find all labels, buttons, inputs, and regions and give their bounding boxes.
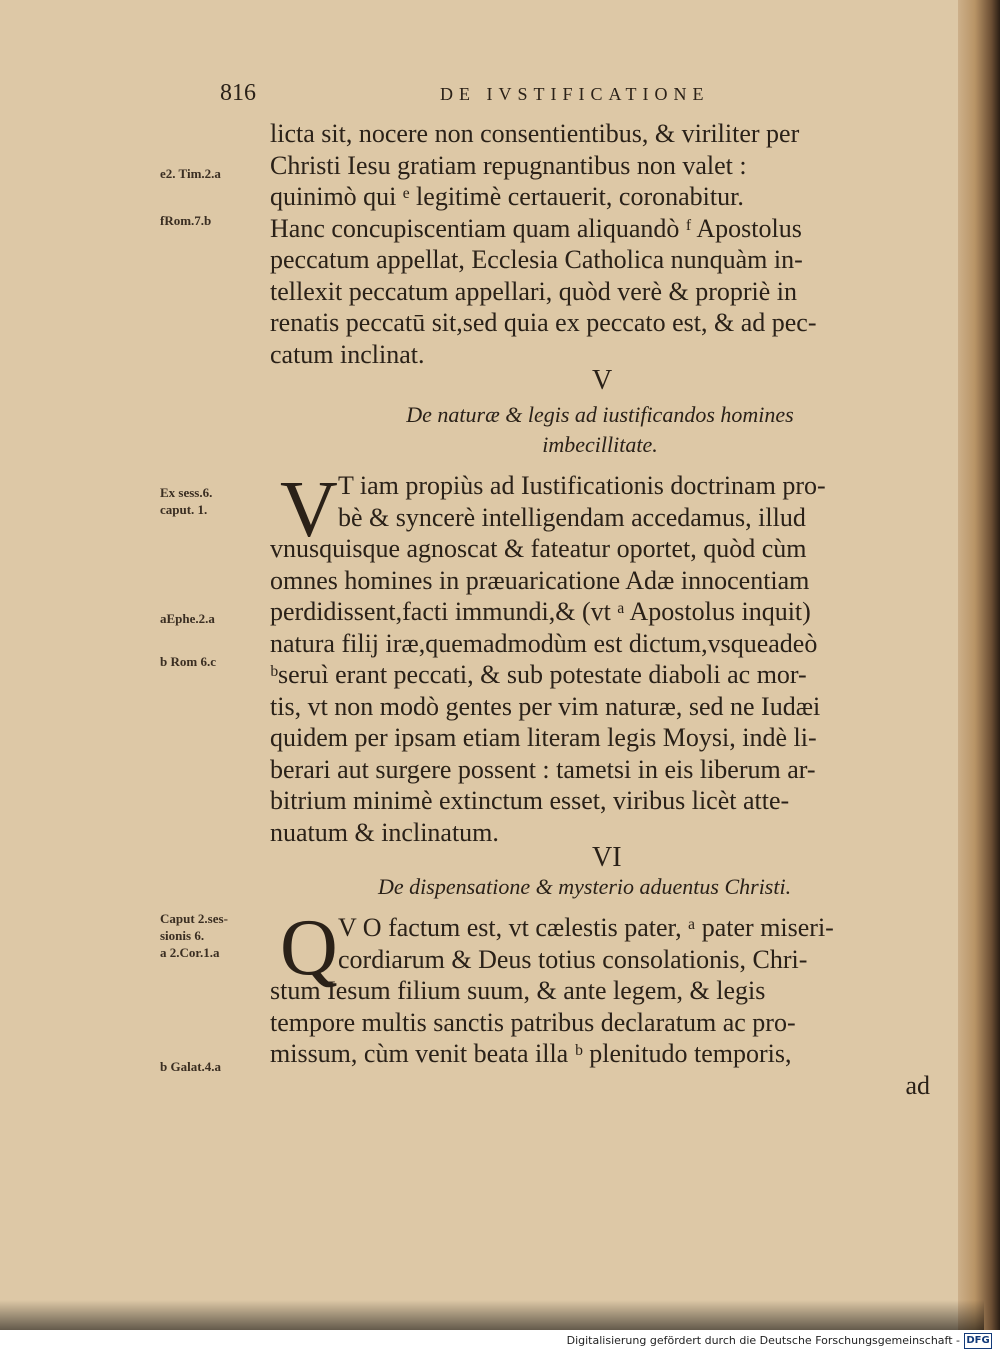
margin-note: b Galat.4.a <box>160 1059 222 1074</box>
margin-note-line: a 2.Cor.1.a <box>160 945 220 960</box>
text-line: tempore multis sanctis patribus declaratum ac pro- <box>270 1007 796 1037</box>
text-line: nuatum & inclinatum. <box>270 817 499 847</box>
margin-note-line: caput. 1. <box>160 502 208 517</box>
margin-note <box>160 484 212 518</box>
text-line: omnes homines in præuaricatione Adæ innocentiam <box>270 565 810 595</box>
text-line: natura filij iræ,quemadmodùm est dictum,vsqueadeò <box>270 628 818 658</box>
chapter-title: De dispensatione & mysterio aduentus Christi. <box>378 874 792 899</box>
text-line: vnusquisque agnoscat & fateatur oportet, quòd cùm <box>270 534 807 563</box>
chapter-title <box>390 400 810 460</box>
text-line: bitrium minimè extinctum esset, viribus licèt atte- <box>270 786 790 815</box>
text-line: Hanc concupiscentiam quam aliquandò ᶠ Apostolus <box>270 213 802 243</box>
text-line: tis, vt non modò gentes per vim naturæ, sed ne Iudæi <box>270 691 821 721</box>
drop-cap: Q <box>280 904 338 992</box>
text-line: berari aut surgere possent : tametsi in eis liberum ar- <box>270 754 816 784</box>
text-line: stum Iesum filium suum, & ante legem, & legis <box>270 976 766 1005</box>
text-line: catum inclinat. <box>270 339 425 369</box>
text-line: T iam propiùs ad Iustificationis doctrinam pro- <box>338 471 826 500</box>
chapter-numeral: VI <box>592 842 622 873</box>
text-line: Christi Iesu gratiam repugnantibus non valet : <box>270 150 747 180</box>
margin-note: aEphe.2.a <box>160 611 215 626</box>
text-line: V O factum est, vt cælestis pater, ᵃ pater miseri- <box>338 913 834 942</box>
chapter-title-line: imbecillitate. <box>542 432 658 457</box>
margin-note-line: Caput 2.ses- <box>160 911 228 926</box>
text-line: licta sit, nocere non consentientibus, & viriliter per <box>270 119 800 148</box>
page-bottom-shadow <box>0 1300 984 1330</box>
text-line: missum, cùm venit beata illa ᵇ plenitudo temporis, <box>270 1039 792 1068</box>
margin-note: fRom.7.b <box>160 213 212 228</box>
margin-note-line: Ex sess.6. <box>160 485 213 500</box>
funding-credit: Digitalisierung gefördert durch die Deutsche Forschungsgemeinschaft - <box>566 1334 960 1347</box>
chapter-numeral: V <box>592 365 613 396</box>
page-edge-shadow <box>958 0 1000 1330</box>
text-line: tellexit peccatum appellari, quòd verè & propriè in <box>270 276 798 306</box>
text-line: quinimò qui ᵉ legitimè certauerit, coronabitur. <box>270 182 744 211</box>
margin-note: e2. Tim.2.a <box>160 166 221 181</box>
chapter-title-line: De naturæ & legis ad iustificandos homines <box>406 402 794 427</box>
paragraph-chapter-6 <box>270 912 930 1101</box>
text-line: ᵇseruì erant peccati, & sub potestate diaboli ac mor- <box>270 660 807 689</box>
dfg-logo-icon: DFG <box>964 1333 992 1349</box>
paragraph-chapter-5 <box>270 466 930 848</box>
text-line: peccatum appellat, Ecclesia Catholica nunquàm in- <box>270 245 803 274</box>
footer-bar <box>0 1330 1000 1351</box>
text-line: bè & syncerè intelligendam accedamus, illud <box>338 502 806 532</box>
margin-note-line: sionis 6. <box>160 928 205 943</box>
catchword: ad <box>905 1070 930 1100</box>
paragraph-continuation <box>270 118 930 370</box>
text-line: cordiarum & Deus totius consolationis, Chri- <box>338 944 808 974</box>
text-line: perdidissent,facti immundi,& (vt ᵃ Apostolus inquit) <box>270 597 811 626</box>
page-number: 816 <box>220 80 256 106</box>
margin-note <box>160 910 228 961</box>
running-head: DE IVSTIFICATIONE <box>440 84 710 104</box>
text-line: quidem per ipsam etiam literam legis Moysi, indè li- <box>270 723 817 752</box>
margin-note: b Rom 6.c <box>160 654 216 669</box>
drop-cap: V <box>280 466 338 554</box>
text-line: renatis peccatū sit,sed quia ex peccato est, & ad pec- <box>270 308 817 337</box>
